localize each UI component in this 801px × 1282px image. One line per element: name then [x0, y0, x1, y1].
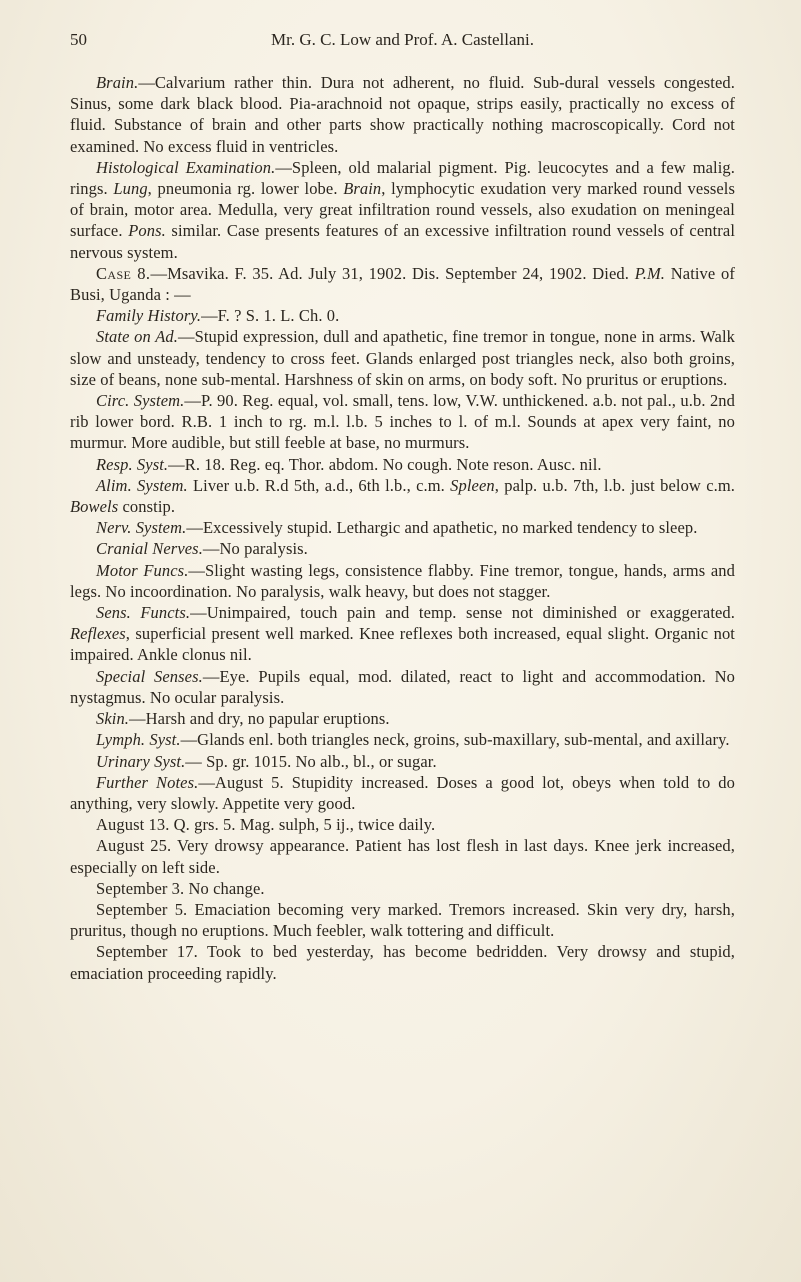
text-run: Skin. — [96, 709, 130, 729]
text-run: State on Ad. — [96, 327, 178, 347]
text-run: —Eye. Pupils equal, mod. dilated, react to light and accommodation. No nystagmus. No ocular paralysis. — [70, 666, 735, 707]
text-run: Cranial Nerves. — [96, 539, 203, 559]
para-further-notes — [70, 772, 735, 814]
text-run: Spleen — [450, 475, 495, 495]
text-run: Resp. Syst. — [96, 454, 169, 474]
text-run: —Spleen, old malarial pigment. Pig. leucocytes and a few malig. rings. — [70, 157, 735, 199]
text-run: —No paralysis. — [202, 539, 308, 559]
text-run: Brain. — [96, 73, 139, 92]
text-run: August 25. Very drowsy appearance. Patient has lost flesh in last days. Knee jerk increased, especially on left side. — [70, 836, 735, 877]
para-resp-syst — [70, 454, 735, 475]
text-run: Native of Busi, Uganda : — — [70, 263, 735, 305]
para-lymph-syst — [70, 729, 735, 750]
text-run: Bowels — [70, 497, 119, 517]
para-histological-examination — [70, 157, 735, 263]
para-august-13 — [70, 814, 735, 835]
page-number: 50 — [70, 30, 87, 49]
para-urinary-syst — [70, 751, 735, 772]
para-state-on-ad — [70, 326, 735, 390]
text-run: — Sp. gr. 1015. No alb., bl., or sugar. — [185, 751, 437, 771]
para-september-3 — [70, 878, 735, 899]
text-run: Alim. System. — [96, 475, 188, 495]
text-run: —P. 90. Reg. equal, vol. small, tens. low, V.W. unthickened. a.b. not pal., u.b. 2nd rib lower bord. R.B. 1 inch to rg. m.l. l.b. 5 inches to l. of m.l. Sounds at apex very faint, no murmur. More audible, but still feeble at base, no murmurs. — [70, 391, 735, 453]
para-motor-funcs — [70, 560, 735, 602]
para-circ-system — [70, 390, 735, 454]
text-run: Urinary Syst. — [96, 751, 186, 771]
text-run: , pneumonia rg. lower lobe. — [147, 179, 344, 199]
para-cranial-nerves — [70, 538, 735, 559]
para-august-25 — [70, 835, 735, 877]
para-nerv-system — [70, 517, 735, 538]
text-run: —Harsh and dry, no papular eruptions. — [129, 709, 390, 729]
text-run: —Excessively stupid. Lethargic and apathetic, no marked tendency to sleep. — [186, 518, 698, 538]
text-run: —Calvarium rather thin. Dura not adherent, no fluid. Sub-dural vessels congested. Sinus, some dark black blood. Pia-arachnoid not opaque, strips easily, practically no excess of fluid. Substance of brain and other parts show practically nothing macroscopically. Cord not examined. No excess fluid in ventricles. — [70, 73, 735, 156]
text-run: Reflexes — [70, 624, 126, 644]
para-special-senses — [70, 666, 735, 708]
text-run: —F. ? S. 1. L. Ch. 0. — [201, 306, 340, 326]
text-run: , superficial present well marked. Knee reflexes both increased, equal slight. Organic not impaired. Ankle clonus nil. — [70, 624, 735, 665]
text-run: —Glands enl. both triangles neck, groins, sub-maxillary, sub-mental, and axillary. — [180, 730, 730, 750]
text-run: , lymphocytic exudation very marked round vessels of brain, motor area. Medulla, very great infiltration round vessels, also exudation on meningeal surface. — [70, 179, 735, 241]
para-case-8 — [70, 263, 735, 305]
text-run: Special Senses. — [96, 666, 203, 686]
text-block — [70, 72, 735, 984]
text-run: Brain — [343, 179, 382, 199]
para-brain — [70, 72, 735, 157]
para-family-history — [70, 305, 735, 326]
text-run: similar. Case presents features of an excessive infiltration round vessels of central nervous system. — [70, 221, 735, 262]
para-skin — [70, 708, 735, 729]
text-run: Liver u.b. R.d 5th, a.d., 6th l.b., c.m. — [187, 475, 451, 495]
text-run: Lymph. Syst. — [96, 730, 181, 750]
para-sens-functs — [70, 602, 735, 666]
text-run: P.M. — [634, 263, 666, 283]
text-run: —Msavika. F. 35. Ad. July 31, 1902. Dis. September 24, 1902. Died. — [150, 263, 635, 283]
text-run: Pons. — [128, 221, 166, 241]
text-run: Family History. — [96, 306, 202, 326]
para-alim-system — [70, 475, 735, 517]
para-september-17 — [70, 941, 735, 983]
running-title: Mr. G. C. Low and Prof. A. Castellani. — [270, 30, 534, 49]
text-run: Motor Funcs. — [96, 560, 189, 580]
text-run: August 13. Q. grs. 5. Mag. sulph, 5 ij., twice daily. — [96, 815, 436, 835]
text-run: Case 8. — [96, 263, 151, 283]
text-run: —Unimpaired, touch pain and temp. sense not diminished or exaggerated. — [190, 603, 735, 623]
text-run: Further Notes. — [96, 772, 199, 792]
text-run: September 17. Took to bed yesterday, has become bedridden. Very drowsy and stupid, emaciation proceeding rapidly. — [70, 942, 735, 983]
text-run: , palp. u.b. 7th, l.b. just below c.m. — [494, 475, 736, 495]
text-run: September 3. No change. — [96, 878, 265, 898]
text-run: —Slight wasting legs, consistence flabby. Fine tremor, tongue, hands, arms and legs. No incoordination. No paralysis, walk heavy, but does not stagger. — [70, 560, 735, 601]
text-run: —August 5. Stupidity increased. Doses a good lot, obeys when told to do anything, very slowly. Appetite very good. — [70, 772, 735, 813]
text-run: constip. — [118, 497, 176, 517]
text-run: —R. 18. Reg. eq. Thor. abdom. No cough. Note reson. Ausc. nil. — [168, 454, 602, 474]
text-run: Lung — [113, 179, 148, 199]
text-run: Histological Examination. — [96, 157, 276, 177]
running-head — [70, 30, 735, 54]
text-run: Nerv. System. — [96, 518, 187, 538]
para-september-5 — [70, 899, 735, 941]
text-run: Sens. Functs. — [96, 603, 191, 623]
text-run: —Stupid expression, dull and apathetic, fine tremor in tongue, none in arms. Walk slow and unsteady, tendency to cross feet. Glands enlarged post triangles neck, also both groins, size of beans, none sub-mental. Harshness of skin on arms, on body soft. No pruritus or eruptions. — [70, 327, 735, 389]
text-run: Circ. System. — [96, 391, 185, 411]
text-run: September 5. Emaciation becoming very marked. Tremors increased. Skin very dry, harsh, pruritus, though no eruptions. Much feebler, walk tottering and difficult. — [70, 899, 735, 941]
